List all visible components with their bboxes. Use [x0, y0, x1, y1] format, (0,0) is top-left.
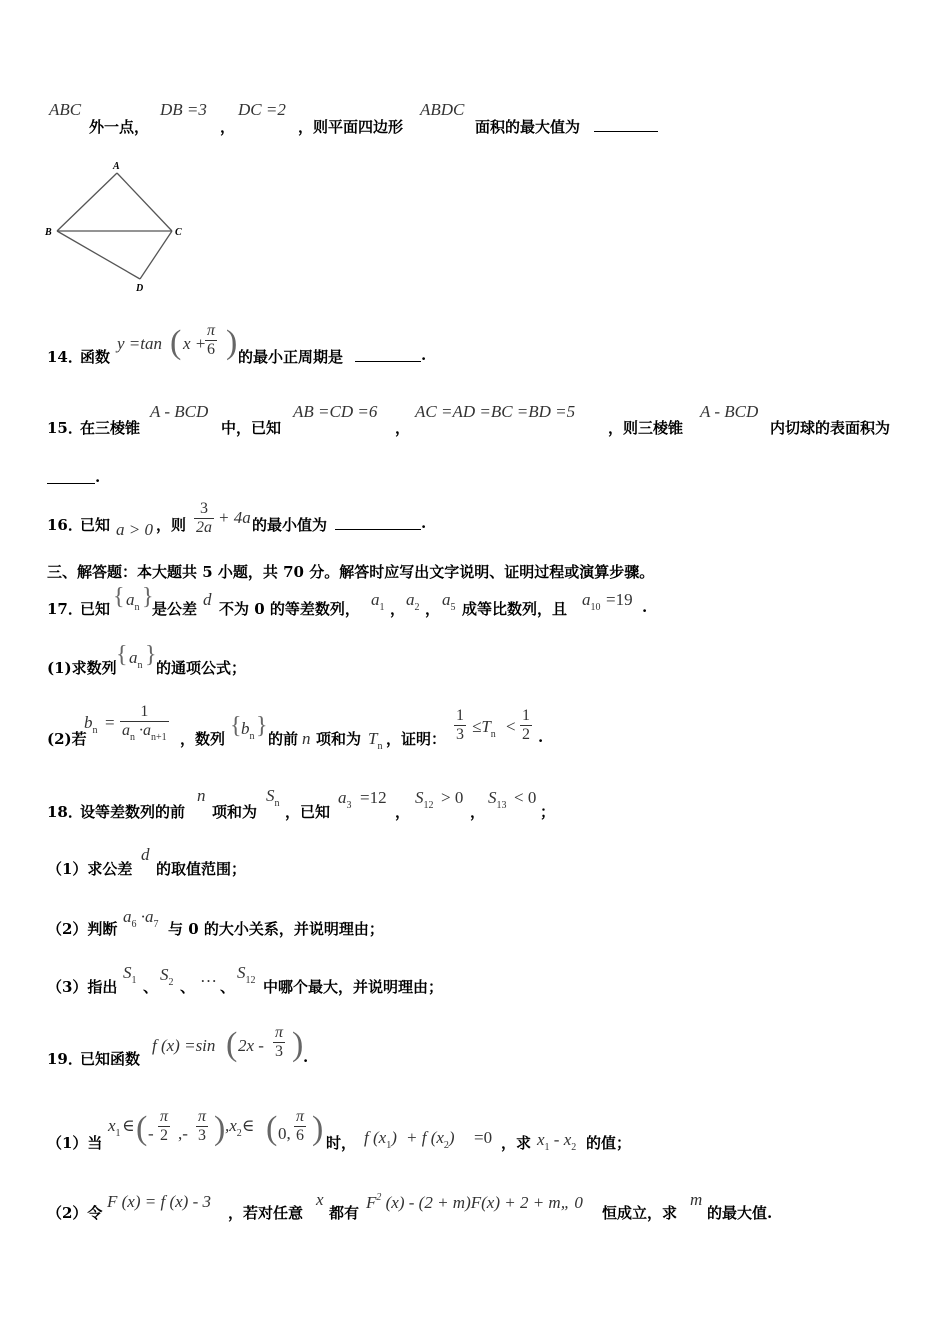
math-x: x + — [183, 334, 207, 353]
label-c: C — [175, 227, 182, 238]
text: . — [642, 598, 648, 616]
left-paren: ( — [170, 324, 182, 361]
text: 的最大值. — [707, 1204, 773, 1222]
edge-ac — [117, 173, 172, 231]
fraction-one-third: $\frac{1}{3}$ — [456, 707, 464, 743]
part-label: （3）指出 — [47, 978, 118, 996]
text: 的值； — [586, 1134, 632, 1152]
math-sn: $S_n$ — [266, 786, 280, 809]
text: ，证明： — [386, 730, 447, 748]
math-dc: DC =2 — [238, 100, 286, 119]
math-in: ∈ — [122, 1116, 135, 1135]
math-bn: $b_n$ — [84, 713, 98, 736]
text: ， — [390, 600, 406, 618]
left-brace: { — [230, 713, 242, 739]
math-eq0: =0 — [474, 1128, 493, 1147]
pi-over-6: $\frac{\pi}{6}$ — [296, 1108, 305, 1144]
text: 恒成立，求 — [602, 1204, 678, 1222]
fraction-one-half: $\frac{1}{2}$ — [522, 707, 530, 743]
math-eq: = — [105, 713, 115, 732]
text: . — [421, 346, 427, 364]
math-plus-fx2: + f $(x_2)$ — [406, 1128, 455, 1151]
text: 在三棱锥 — [80, 419, 141, 437]
text: 时， — [326, 1134, 357, 1152]
text: 面积的最大值为 — [475, 118, 581, 136]
math-ellipsis: … — [200, 967, 217, 986]
math-s1: $S_1$ — [123, 963, 137, 986]
math-tn: $T_n$ — [368, 729, 383, 752]
text: 已知函数 — [80, 1050, 141, 1068]
text: 成等比数列，且 — [462, 600, 568, 618]
right-brace: } — [256, 713, 268, 739]
text: . — [538, 728, 544, 746]
text: 函数 — [80, 348, 111, 366]
left-paren: ( — [266, 1110, 278, 1147]
text: ， — [470, 803, 486, 821]
math-s12: $S_{12}$ — [237, 963, 256, 986]
part-label: （2）判断 — [47, 920, 118, 938]
math-ac-ad: AC =AD =BC =BD =5 — [415, 402, 576, 421]
text: 的前 — [268, 730, 299, 748]
text: ； — [540, 803, 556, 821]
right-brace: } — [142, 584, 154, 610]
math-db: DB =3 — [160, 100, 207, 119]
part-label: （2）令 — [47, 1204, 103, 1222]
math-neg: - — [148, 1124, 154, 1143]
label-a: A — [113, 161, 120, 172]
math-a-bcd: A - BCD — [150, 402, 209, 421]
text: 中哪个最大，并说明理由； — [263, 978, 444, 996]
text: 的最小值为 — [252, 516, 328, 534]
text: 的通项公式； — [156, 659, 247, 677]
answer-blank — [594, 117, 658, 132]
math-a1: $a_1$ — [371, 590, 385, 613]
math-a3: $a_3$ — [338, 788, 352, 811]
math-n: n — [197, 786, 206, 805]
text: ， — [395, 803, 411, 821]
question-number: 17． — [47, 600, 83, 618]
math-x2: $,x_2\in$ — [225, 1116, 255, 1139]
text: 、 — [220, 978, 236, 996]
math-s13: $S_{13}$ — [488, 788, 507, 811]
math-a10: $a_{10}$ — [582, 590, 601, 613]
math-an: $a_n$ — [129, 648, 143, 671]
math-ab-cd: AB =CD =6 — [293, 402, 378, 421]
part-label: （1）求公差 — [47, 860, 133, 878]
math-a-gt-0: a > 0 — [116, 520, 153, 539]
math-plus-4a: + 4a — [218, 508, 251, 527]
text: . — [95, 468, 101, 486]
math-eq-12: =12 — [360, 788, 387, 807]
text: 与 0 的大小关系，并说明理由； — [168, 920, 384, 938]
math-a2: $a_2$ — [406, 590, 420, 613]
section-title: 三、解答题：本大题共 5 小题，共 70 分。解答时应写出文字说明、证明过程或演算步骤。 — [47, 563, 655, 581]
text: 不为 0 的等差数列， — [219, 600, 360, 618]
math-x: x — [316, 1190, 324, 1209]
text: . — [421, 514, 427, 532]
question-number: 14． — [47, 348, 83, 366]
math-a6-a7: $a_6 \cdot a_7$ — [123, 907, 159, 930]
math-lt: < — [506, 717, 516, 736]
pi-over-6: $\frac{\pi}{6}$ — [207, 322, 216, 358]
text: 已知 — [80, 600, 111, 618]
math-s12: $S_{12}$ — [415, 788, 434, 811]
math-F-def: F (x) = f (x) - 3 — [107, 1192, 211, 1211]
text: ，已知 — [285, 803, 331, 821]
text: 是公差 — [152, 600, 198, 618]
text: 、 — [180, 978, 196, 996]
text: ，则三棱锥 — [608, 419, 684, 437]
quadrilateral-figure — [40, 155, 190, 295]
part-label: (2)若 — [47, 730, 87, 748]
question-number: 18． — [47, 803, 83, 821]
text: ，则 — [156, 516, 187, 534]
label-b: B — [45, 227, 52, 238]
pi-over-3: $\frac{\pi}{3}$ — [275, 1024, 284, 1060]
math-x1-minus-x2: $x_1 - x_2$ — [537, 1130, 577, 1153]
math-inequality: $F^2$ (x) - (2 + m)F(x) + 2 + m„ 0 — [366, 1192, 583, 1212]
question-number: 19． — [47, 1050, 83, 1068]
math-abdc: ABDC — [420, 100, 465, 119]
edge-bd — [57, 231, 140, 279]
question-number: 16． — [47, 516, 83, 534]
answer-blank — [47, 469, 95, 484]
text: 项和为 — [316, 730, 362, 748]
math-zero: 0, — [278, 1124, 291, 1143]
text: 项和为 — [212, 803, 258, 821]
edge-ba — [57, 173, 117, 231]
math-le-tn: $\le T_n$ — [472, 717, 496, 740]
question-number: 15． — [47, 419, 83, 437]
math-lt0: < 0 — [514, 788, 537, 807]
text: 都有 — [329, 1204, 360, 1222]
math-fx1: f $(x_1)$ — [364, 1128, 397, 1151]
math-a5: $a_5$ — [442, 590, 456, 613]
text: ，数列 — [180, 730, 226, 748]
text: 中，已知 — [221, 419, 282, 437]
text: ，求 — [501, 1134, 532, 1152]
text: 外一点， — [89, 118, 150, 136]
left-paren: ( — [136, 1110, 148, 1147]
label-d: D — [136, 283, 144, 294]
text: 的最小正周期是 — [238, 348, 344, 366]
left-paren: ( — [226, 1026, 238, 1063]
math-bn-2: $b_n$ — [241, 719, 255, 742]
right-paren: ) — [226, 324, 238, 361]
text: ， — [220, 118, 236, 136]
math-s2: $S_2$ — [160, 965, 174, 988]
right-paren: ) — [312, 1110, 324, 1147]
text: ，若对任意 — [228, 1204, 304, 1222]
right-brace: } — [145, 642, 157, 668]
fraction-3-over-2a: $\frac{3}{2a}$ — [196, 500, 212, 536]
text: 内切球的表面积为 — [770, 419, 891, 437]
math-comma-neg: ,- — [178, 1124, 188, 1143]
neg-pi-over-2: $\frac{\pi}{2}$ — [160, 1108, 169, 1144]
left-brace: { — [113, 584, 125, 610]
math-eq-19: =19 — [606, 590, 633, 609]
math-d: d — [203, 590, 212, 609]
math-x1: $x_1$ — [108, 1116, 121, 1139]
math-a-bcd-2: A - BCD — [700, 402, 759, 421]
math-y: y =tan — [117, 334, 162, 353]
math-an: $a_n$ — [126, 590, 140, 613]
math-m: m — [690, 1190, 703, 1209]
math-n: n — [302, 729, 311, 748]
answer-blank — [335, 515, 421, 530]
text: ， — [395, 419, 411, 437]
text: 设等差数列的前 — [80, 803, 186, 821]
answer-blank — [355, 347, 421, 362]
fraction-1-over-an-an1: $\frac{1}{a_n \cdot a_{n+1}}$ — [120, 703, 169, 747]
left-brace: { — [116, 642, 128, 668]
text: ， — [425, 600, 441, 618]
math-f-sin: f (x) =sin — [152, 1036, 216, 1055]
text: 、 — [143, 978, 159, 996]
part-label: （1）当 — [47, 1134, 103, 1152]
edge-dc — [140, 231, 172, 279]
text: 的取值范围； — [156, 860, 247, 878]
math-d: d — [141, 845, 150, 864]
text: . — [303, 1048, 309, 1066]
math-gt0: > 0 — [441, 788, 464, 807]
neg-pi-over-3: $\frac{\pi}{3}$ — [198, 1108, 207, 1144]
math-2x: 2x - — [238, 1036, 264, 1055]
right-paren: ) — [292, 1026, 304, 1063]
right-paren: ) — [214, 1110, 226, 1147]
part-label: (1)求数列 — [47, 659, 117, 677]
text: 已知 — [80, 516, 111, 534]
text: ，则平面四边形 — [298, 118, 404, 136]
math-abc: ABC — [49, 100, 82, 119]
